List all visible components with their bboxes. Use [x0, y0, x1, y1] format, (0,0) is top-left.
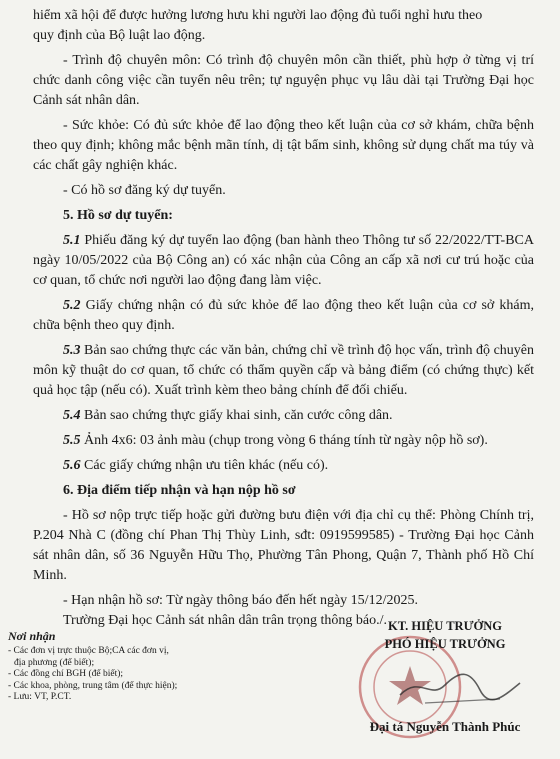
signer-role-2: PHÓ HIỆU TRƯỞNG — [384, 637, 506, 651]
item-5-4-text: Bản sao chứng thực giấy khai sinh, căn cước công dân. — [84, 408, 393, 423]
item-5-6-number: 5.6 — [63, 458, 81, 473]
intro-line-2: quy định của Bộ luật lao động. — [33, 28, 206, 43]
item-5-4-number: 5.4 — [63, 408, 81, 423]
recipients-title: Nơi nhận — [8, 629, 56, 643]
item-5-5-text: Ảnh 4x6: 03 ảnh màu (chụp trong vòng 6 tháng tính từ ngày nộp hồ sơ). — [84, 433, 488, 448]
item-5-6-text: Các giấy chứng nhận ưu tiên khác (nếu có). — [84, 458, 329, 473]
signer-role-1: KT. HIỆU TRƯỞNG — [387, 619, 503, 633]
item-5-5 — [33, 431, 534, 451]
recipient-item: - Các đồng chí BGH (để biết); — [8, 669, 124, 679]
recipient-item: - Các đơn vị trực thuộc Bộ;CA các đơn vị, — [8, 646, 169, 656]
closing-line: Trường Đại học Cảnh sát nhân dân trân trọng thông báo./. — [63, 613, 387, 628]
requirement-dossier: - Có hồ sơ đăng ký dự tuyển. — [63, 183, 226, 198]
signer-name: Đại tá Nguyễn Thành Phúc — [369, 719, 521, 734]
section-6-title: 6. Địa điểm tiếp nhận và hạn nộp hồ sơ — [63, 483, 296, 498]
item-5-1-number: 5.1 — [63, 233, 81, 248]
item-5-3 — [33, 341, 534, 401]
intro-line-1: hiểm xã hội để được hưởng lương hưu khi người lao động đủ tuổi nghỉ hưu theo — [33, 8, 483, 23]
item-5-1-text: Phiếu đăng ký dự tuyển lao động (ban hành theo Thông tư số 22/2022/TT-BCA ngày 10/05/2022 của Bộ Công an) có xác nhận của Công an cấp xã nơi cư trú hoặc của cơ quan, tổ chức nơi người lao động đang làm việc. — [33, 233, 534, 288]
submission-address: - Hồ sơ nộp trực tiếp hoặc gửi đường bưu điện với địa chỉ cụ thể: Phòng Chính trị, P.204 Nhà C (đồng chí Phan Thị Thùy Linh, sđt: 0919599585) - Trường Đại học Cảnh sát nhân dân, số 36 Nguyễn Hữu Thọ, Phường Tân Phong, Quận 7, Thành phố Hồ Chí Minh. — [33, 508, 534, 583]
requirement-health: - Sức khỏe: Có đủ sức khỏe để lao động theo kết luận của cơ sở khám, chữa bệnh theo quy định; không mắc bệnh mãn tính, dị tật bẩm sinh, không sử dụng chất ma túy và các chất gây nghiện khác. — [33, 118, 534, 173]
recipient-item: - Các khoa, phòng, trung tâm (để thực hiện); — [8, 680, 178, 691]
requirement-expertise: - Trình độ chuyên môn: Có trình độ chuyên môn cần thiết, phù hợp ở từng vị trí chức danh công việc cần tuyển nêu trên; tự nguyện phục vụ lâu dài tại Trường Đại học Cảnh sát nhân dân. — [33, 53, 534, 108]
item-5-2 — [33, 296, 534, 336]
section-5-title: 5. Hồ sơ dự tuyển: — [63, 208, 173, 223]
item-5-2-text: Giấy chứng nhận có đủ sức khỏe để lao động theo kết luận của cơ sở khám, chữa bệnh theo quy định. — [33, 298, 534, 333]
item-5-3-text: Bản sao chứng thực các văn bản, chứng chỉ về trình độ học vấn, trình độ chuyên môn kỹ thuật do cơ quan, tổ chức có thẩm quyền cấp và bảng điểm (có chứng thực) kết quả học tập (nếu có). Xuất trình kèm theo bảng chính để đối chiếu. — [33, 343, 535, 398]
recipients-block — [8, 629, 338, 704]
recipient-item: - Lưu: VT, P.CT. — [8, 692, 72, 702]
item-5-6 — [33, 456, 534, 476]
item-5-1 — [33, 231, 534, 291]
recipient-item: địa phương (để biết); — [14, 657, 95, 668]
item-5-5-number: 5.5 — [63, 433, 81, 448]
document-footer — [0, 617, 560, 759]
item-5-2-number: 5.2 — [63, 298, 81, 313]
item-5-4 — [33, 406, 534, 426]
handwritten-signature — [330, 655, 560, 715]
submission-deadline: - Hạn nhận hồ sơ: Từ ngày thông báo đến hết ngày 15/12/2025. — [63, 593, 418, 608]
signature-block — [330, 617, 560, 734]
item-5-3-number: 5.3 — [63, 343, 81, 358]
